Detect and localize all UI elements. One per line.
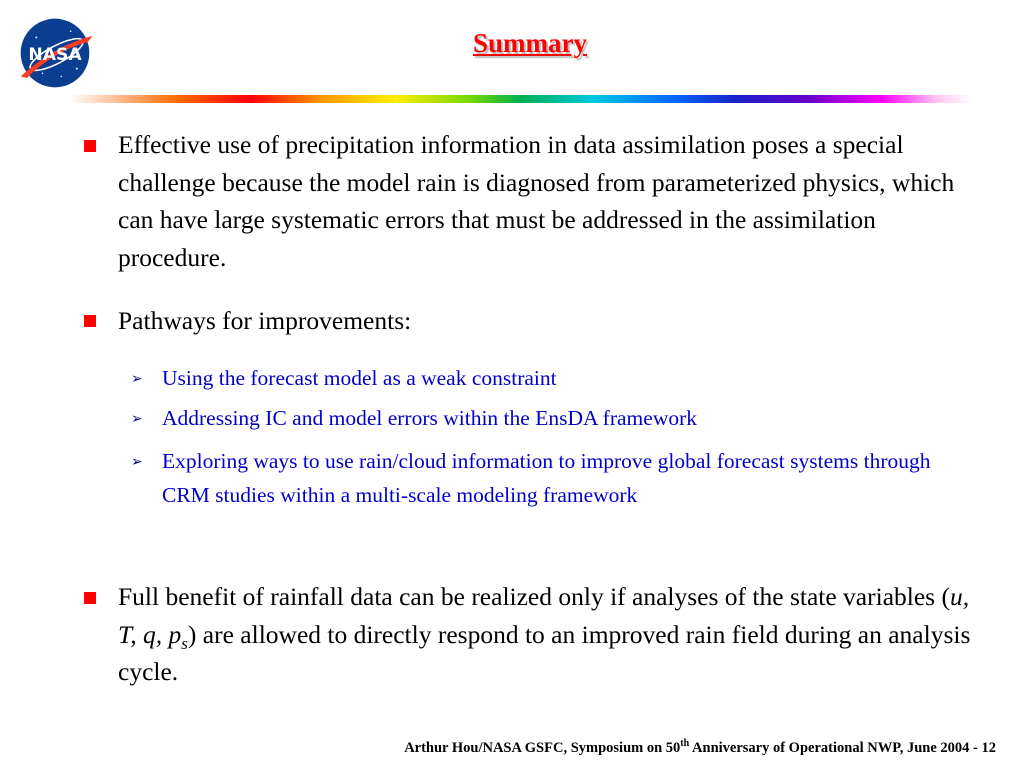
page-title: Summary [473, 28, 587, 58]
footer-text-post: Anniversary of Operational NWP, June 2004 - 12 [689, 740, 996, 756]
rainbow-divider [70, 95, 972, 103]
bullet-item-full-benefit [118, 578, 988, 691]
footer-text-pre: Arthur Hou/NASA GSFC, Symposium on 50 [404, 740, 681, 756]
arrow-bullet-icon: ➢ [131, 372, 143, 387]
subbullet-item: Addressing IC and model errors within the EnsDA framework [162, 406, 698, 430]
bullet-item-precipitation: Effective use of precipitation information in data assimilation poses a special challenge because the model rain is diagnosed from parameterized physics, which can have large systematic errors that must be addressed in the assimilation procedure. [118, 130, 955, 272]
bullet-marker [84, 140, 96, 152]
nasa-logo-text: NASA [28, 45, 82, 66]
footer-ordinal: th [680, 738, 690, 750]
bullet-item-pathways: Pathways for improvements: [118, 306, 412, 335]
state-variables: u, T, q, p [118, 582, 970, 649]
bullet-marker [84, 592, 96, 604]
arrow-bullet-icon: ➢ [131, 455, 143, 470]
subbullet-item: Using the forecast model as a weak constraint [162, 366, 557, 390]
state-variable-subscript: s [181, 633, 188, 653]
bullet-text-pre: Full benefit of rainfall data can be realized only if analyses of the state variables ( [118, 582, 950, 611]
subbullet-item: Exploring ways to use rain/cloud information to improve global forecast systems through CRM studies within a multi-scale modeling framework [162, 449, 931, 507]
bullet-marker [84, 315, 96, 327]
bullet-text-post: ) are allowed to directly respond to an improved rain field during an analysis cycle. [118, 619, 971, 686]
arrow-bullet-icon: ➢ [131, 412, 143, 427]
footer [404, 740, 996, 757]
